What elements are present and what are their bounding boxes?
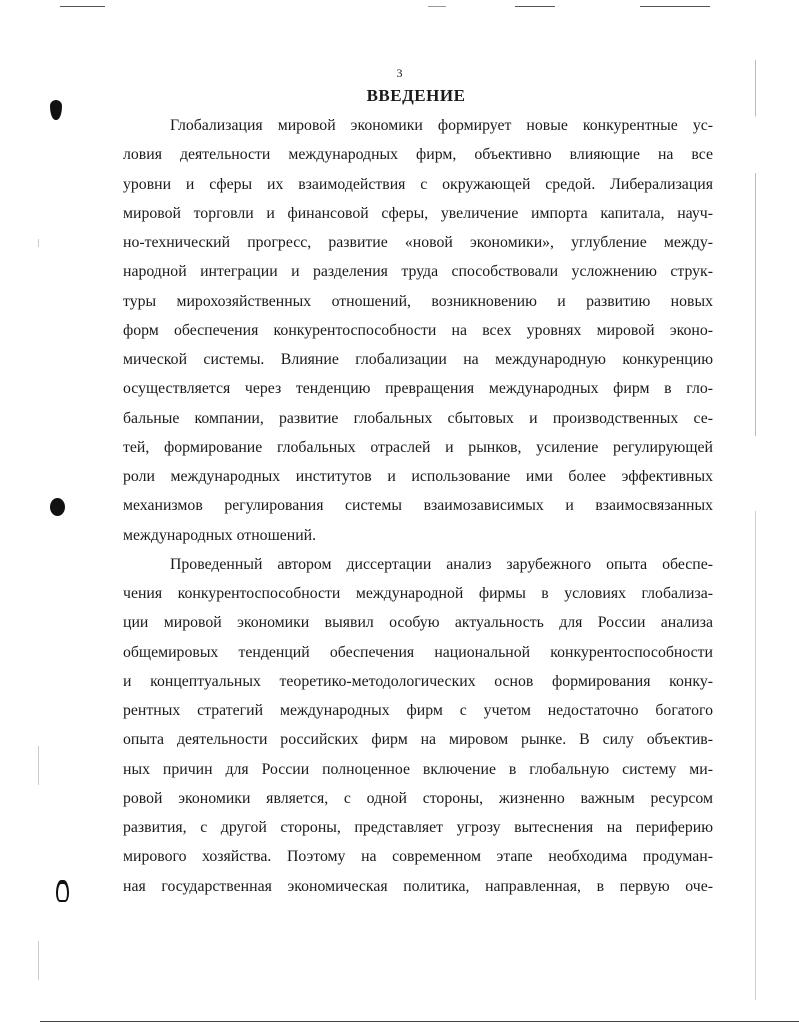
text-line: уровни и сферы их взаимодействия с окружающей средой. Либерализация	[123, 175, 713, 193]
scan-edge-top-mid	[428, 6, 446, 7]
paragraph-2	[123, 550, 713, 901]
text-line: бальные компании, развитие глобальных сбытовых и производственных се-	[123, 409, 713, 427]
document-body	[123, 111, 713, 901]
text-line: Глобализация мировой экономики формирует новые конкурентные ус-	[170, 117, 713, 134]
scan-edge-right	[755, 60, 756, 1000]
text-line: тей, формирование глобальных отраслей и рынков, усиление регулирующей	[123, 438, 713, 456]
text-line: и концептуальных теоретико-методологических основ формирования конку-	[123, 672, 713, 690]
text-line: мической системы. Влияние глобализации на международную конкуренцию	[123, 351, 713, 368]
text-line: ции мировой экономики выявил особую актуальность для России анализа	[123, 614, 713, 632]
text-line: рентных стратегий международных фирм с учетом недостаточно богатого	[123, 702, 713, 719]
scan-edge-top-left	[60, 6, 105, 7]
text-line: роли международных институтов и использование ими более эффективных	[123, 468, 713, 485]
text-line: мировой торговли и финансовой сферы, увеличение импорта капитала, науч-	[123, 204, 713, 222]
text-line: развития, с другой стороны, представляет угрозу вытеснения на периферию	[123, 819, 713, 836]
scan-edge-top-right	[515, 6, 555, 7]
text-line: ная государственная экономическая политика, направленная, в первую оче-	[123, 877, 713, 895]
page-number: 3	[396, 66, 403, 80]
text-line: ловия деятельности международных фирм, объективно влияющие на все	[123, 146, 713, 164]
binder-hole-middle-mark	[50, 498, 65, 516]
text-line: ровой экономики является, с одной стороны, жизненно важным ресурсом	[123, 789, 713, 807]
scan-edge-left	[38, 200, 39, 980]
scan-edge-bottom	[40, 1021, 799, 1022]
text-line: механизмов регулирования системы взаимозависимых и взаимосвязанных	[123, 497, 713, 515]
text-line: но-технический прогресс, развитие «новой экономики», углубление между-	[123, 234, 713, 251]
binder-hole-top-mark	[50, 100, 62, 120]
text-line: международных отношений.	[123, 526, 317, 544]
text-line: ных причин для России полноценное включение в глобальную систему ми-	[123, 760, 713, 778]
text-line: Проведенный автором диссертации анализ зарубежного опыта обеспе-	[170, 555, 713, 573]
text-line: осуществляется через тенденцию превращения международных фирм в гло-	[123, 380, 713, 398]
text-line: форм обеспечения конкурентоспособности на всех уровнях мировой эконо-	[123, 321, 713, 339]
text-line: народной интеграции и разделения труда способствовали усложнению струк-	[123, 263, 713, 281]
binder-hole-bottom-mark	[56, 880, 69, 902]
text-line: мирового хозяйства. Поэтому на современном этапе необходима продуман-	[123, 848, 713, 866]
page-title: ВВЕДЕНИЕ	[366, 86, 466, 105]
paragraph-1	[123, 111, 713, 550]
text-line: общемировых тенденций обеспечения национальной конкурентоспособности	[123, 643, 713, 661]
text-line: опыта деятельности российских фирм на мировом рынке. В силу объектив-	[123, 731, 713, 749]
text-line: туры мирохозяйственных отношений, возникновению и развитию новых	[123, 292, 713, 310]
scan-edge-top-far-right	[640, 6, 710, 7]
text-line: чения конкурентоспособности международной фирмы в условиях глобализа-	[123, 585, 713, 602]
